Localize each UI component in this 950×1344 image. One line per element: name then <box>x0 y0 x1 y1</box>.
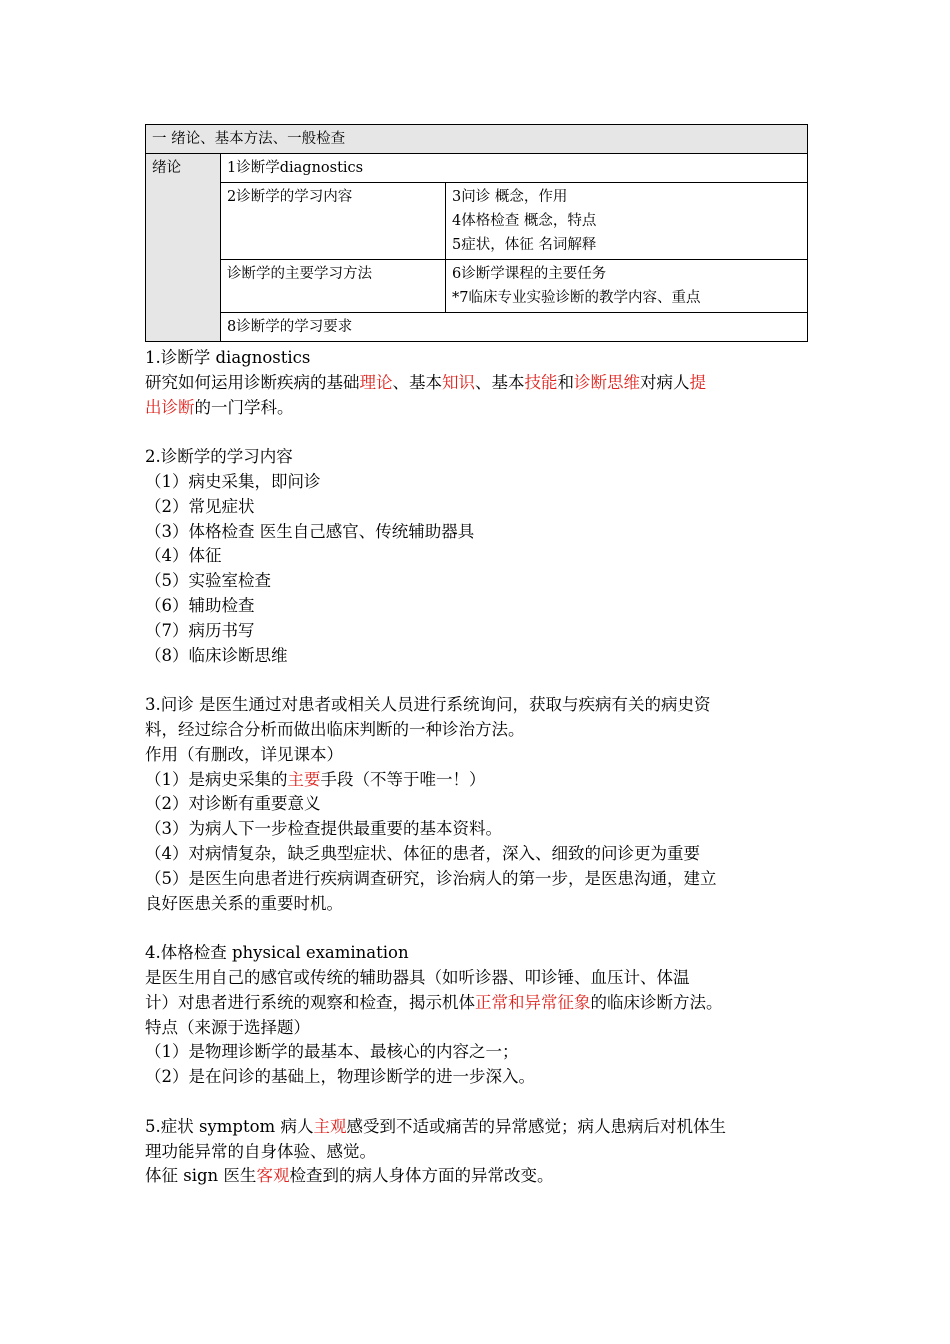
text-span: 和 <box>557 372 574 392</box>
cell-line: 3问诊 概念，作用 <box>452 189 568 205</box>
highlight-text: 客观 <box>256 1166 290 1186</box>
highlight-text: 技能 <box>524 372 558 392</box>
table-cell: 1诊断学diagnostics <box>221 154 808 183</box>
highlight-text: 理论 <box>359 372 393 392</box>
table-cell: 8诊断学的学习要求 <box>221 313 808 342</box>
highlight-text: 提 <box>689 372 706 392</box>
list-item: （6）辅助检查 <box>145 595 255 615</box>
text-span: 体征 sign 医生 <box>145 1166 257 1186</box>
table-cell: 2诊断学的学习内容 <box>221 183 446 260</box>
section-4-definition-cont <box>145 991 810 1016</box>
table-cell <box>446 183 808 260</box>
highlight-text: 正常和异常征象 <box>475 992 591 1012</box>
list-item: （2）是在问诊的基础上，物理诊断学的进一步深入。 <box>145 1067 535 1087</box>
text-span: （1）是病史采集的 <box>145 769 288 789</box>
text-span: 研究如何运用诊断疾病的基础 <box>145 372 360 392</box>
list-item: （4）对病情复杂，缺乏典型症状、体征的患者，深入、细致的问诊更为重要 <box>145 843 700 863</box>
section-5-symptom-cont: 理功能异常的自身体验、感觉。 <box>145 1141 376 1161</box>
section-5-sign <box>145 1164 810 1189</box>
section-3-subtitle: 作用（有删改，详见课本） <box>145 744 343 764</box>
section-5-symptom <box>145 1115 810 1140</box>
list-item: （2）对诊断有重要意义 <box>145 794 321 814</box>
highlight-text: 出诊断 <box>145 397 195 417</box>
section-3-definition-cont: 料，经过综合分析而做出临床判断的一种诊治方法。 <box>145 719 525 739</box>
table-header: 一 绪论、基本方法、一般检查 <box>146 125 808 154</box>
section-1-definition <box>145 371 810 396</box>
list-item: （4）体征 <box>145 546 222 566</box>
list-item <box>145 768 810 793</box>
section-4-subtitle: 特点（来源于选择题） <box>145 1017 310 1037</box>
text-span: 对病人 <box>640 372 690 392</box>
table-cell <box>446 260 808 313</box>
section-1-title: 1.诊断学 diagnostics <box>145 348 311 367</box>
list-item: （5）是医生向患者进行疾病调查研究，诊治病人的第一步，是医患沟通，建立 <box>145 868 717 888</box>
list-item: （1）是物理诊断学的最基本、最核心的内容之一； <box>145 1042 519 1062</box>
text-span: 感受到不适或痛苦的异常感觉；病人患病后对机体生 <box>346 1116 726 1136</box>
list-item: （2）常见症状 <box>145 496 255 516</box>
table-cell: 诊断学的主要学习方法 <box>221 260 446 313</box>
section-3-definition: 3.问诊 是医生通过对患者或相关人员进行系统询问，获取与疾病有关的病史资 <box>145 695 711 715</box>
list-item: （5）实验室检查 <box>145 571 271 591</box>
list-item: （3）体格检查 医生自己感官、传统辅助器具 <box>145 521 475 541</box>
section-cell: 绪论 <box>146 154 221 342</box>
list-item: （8）临床诊断思维 <box>145 645 288 665</box>
section-1-definition-cont <box>145 396 810 421</box>
list-item: （3）为病人下一步检查提供最重要的基本资料。 <box>145 819 502 839</box>
text-span: 计）对患者进行系统的观察和检查，揭示机体 <box>145 992 475 1012</box>
list-item: （1）病史采集，即问诊 <box>145 471 321 491</box>
list-item: （7）病历书写 <box>145 620 255 640</box>
text-span: 的临床诊断方法。 <box>590 992 723 1012</box>
cell-line: 6诊断学课程的主要任务 <box>452 266 607 282</box>
cell-line: 4体格检查 概念，特点 <box>452 213 597 229</box>
highlight-text: 知识 <box>442 372 475 392</box>
highlight-text: 主要 <box>287 769 321 789</box>
document-body <box>145 346 810 1189</box>
outline-table <box>145 124 808 342</box>
cell-line: 5症状，体征 名词解释 <box>452 237 597 253</box>
section-4-definition: 是医生用自己的感官或传统的辅助器具（如听诊器、叩诊锤、血压计、体温 <box>145 967 690 987</box>
text-span: 、基本 <box>392 372 442 392</box>
highlight-text: 主观 <box>313 1116 347 1136</box>
section-2-title: 2.诊断学的学习内容 <box>145 447 293 467</box>
text-span: 5.症状 symptom 病人 <box>145 1116 314 1136</box>
text-span: 手段（不等于唯一！） <box>320 769 486 789</box>
cell-line: *7临床专业实验诊断的教学内容、重点 <box>452 290 701 306</box>
highlight-text: 诊断思维 <box>574 372 640 392</box>
list-item-cont: 良好医患关系的重要时机。 <box>145 893 343 913</box>
section-4-title: 4.体格检查 physical examination <box>145 943 409 963</box>
text-span: 检查到的病人身体方面的异常改变。 <box>289 1166 554 1186</box>
text-span: 的一门学科。 <box>194 397 294 417</box>
document-page <box>145 124 810 1189</box>
text-span: 、基本 <box>475 372 525 392</box>
